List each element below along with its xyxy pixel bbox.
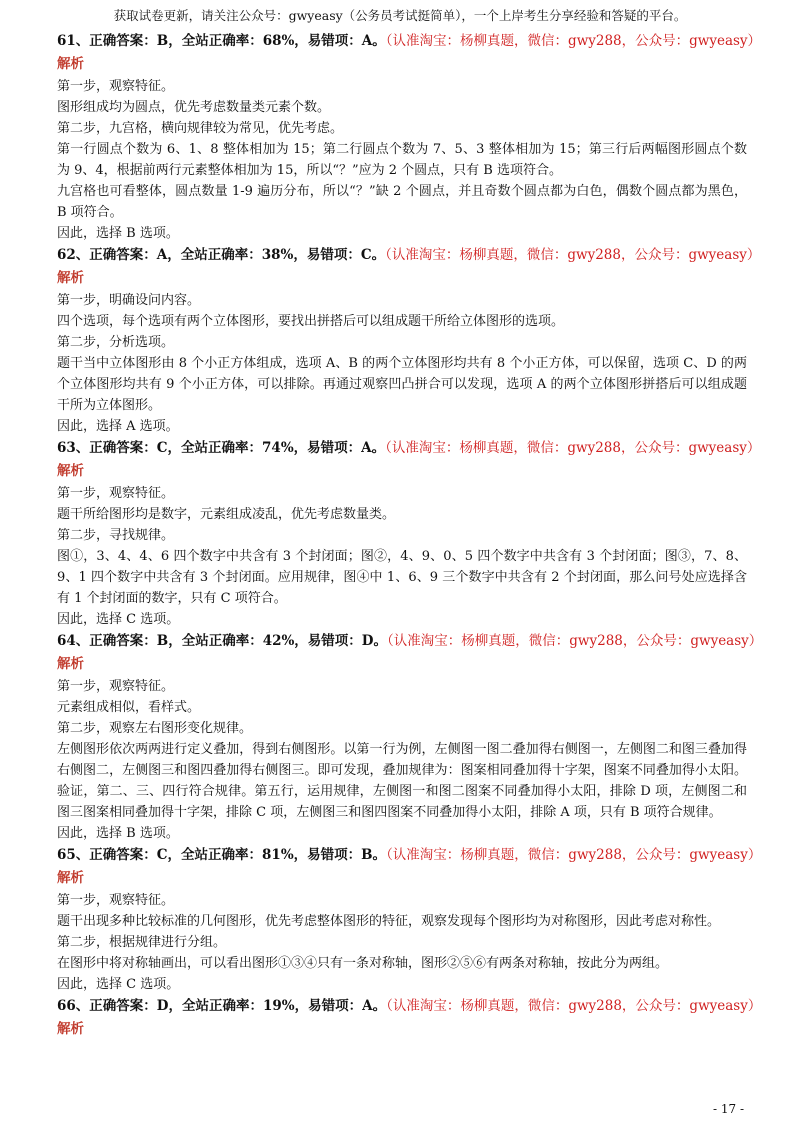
analysis-line: 因此，选择 B 选项。 — [57, 226, 179, 241]
answer-summary: 64、正确答案：B，全站正确率：42%，易错项：D。 — [57, 633, 388, 649]
page-number: - 17 - — [712, 1102, 744, 1116]
source-note: （认准淘宝：杨柳真题，微信：gwy288，公众号：gwyeasy） — [385, 33, 762, 49]
answer-summary: 63、正确答案：C，全站正确率：74%，易错项：A。 — [57, 440, 386, 456]
analysis-line: 第二步，根据规律进行分组。 — [57, 935, 227, 950]
answer-summary: 65、正确答案：C，全站正确率：81%，易错项：B。 — [57, 847, 387, 863]
analysis-line: 在图形中将对称轴画出，可以看出图形①③④只有一条对称轴，图形②⑤⑥有两条对称轴，按此分为两组。 — [57, 956, 669, 971]
analysis-line: 九宫格也可看整体，圆点数量 1-9 遍历分布，所以“？”缺 2 个圆点，并且奇数个圆点都为白色，偶数个圆点都为黑色，B 项符合。 — [57, 184, 747, 220]
analysis-line: 题干当中立体图形由 8 个小正方体组成，选项 A、B 的两个立体图形均共有 8 个小正方体，可以保留，选项 C、D 的两个立体图形均共有 9 个小正方体，可以排除。再通过观察凹凸拼合可以发现，选项 A 的两个立体图形拼搭后可以组成题干所为立体图形。 — [57, 356, 747, 413]
analysis-line: 第一步，观察特征。 — [57, 679, 175, 694]
analysis-line: 图①，3、4、4、6 四个数字中共含有 3 个封闭面；图②，4、9、0、5 四个数字中共含有 3 个封闭面；图③，7、8、9、1 四个数字中共含有 3 个封闭面。应用规律，图④中 1、6、9 三个数字中共含有 2 个封闭面，那么问号处应选择含有 1 个封闭面的数字，只有 C 项符合。 — [57, 549, 747, 606]
source-note: （认准淘宝：杨柳真题，微信：gwy288，公众号：gwyeasy） — [386, 998, 762, 1014]
analysis-line: 元素组成相似，看样式。 — [57, 700, 201, 715]
answer-summary: 66、正确答案：D，全站正确率：19%，易错项：A。 — [57, 998, 387, 1014]
analysis-label: 解析 — [57, 1021, 84, 1037]
source-note: （认准淘宝：杨柳真题，微信：gwy288，公众号：gwyeasy） — [385, 247, 761, 263]
analysis-line: 因此，选择 C 选项。 — [57, 612, 180, 627]
answer-summary: 62、正确答案：A，全站正确率：38%，易错项：C。 — [57, 247, 386, 263]
analysis-label: 解析 — [57, 463, 84, 479]
analysis-line: 因此，选择 C 选项。 — [57, 977, 180, 992]
question-66 — [57, 995, 762, 1041]
analysis-line: 第一步，观察特征。 — [57, 79, 175, 94]
analysis-line: 因此，选择 A 选项。 — [57, 419, 179, 434]
analysis-line: 第二步，分析选项。 — [57, 335, 175, 350]
source-note: （认准淘宝：杨柳真题，微信：gwy288，公众号：gwyeasy） — [386, 847, 762, 863]
analysis-label: 解析 — [57, 870, 84, 886]
analysis-label: 解析 — [57, 56, 84, 72]
analysis-line: 第一行圆点个数为 6、1、8 整体相加为 15；第二行圆点个数为 7、5、3 整体相加为 15；第三行后两幅图形圆点个数为 9、4，根据前两行元素整体相加为 15，所以“？”应为 2 个圆点，只有 B 选项符合。 — [57, 142, 747, 178]
answer-explanations — [57, 30, 763, 1041]
analysis-line: 题干出现多种比较标准的几何图形，优先考虑整体图形的特征，观察发现每个图形均为对称图形，因此考虑对称性。 — [57, 914, 721, 929]
analysis-line: 因此，选择 B 选项。 — [57, 826, 179, 841]
analysis-line: 第二步，观察左右图形变化规律。 — [57, 721, 253, 736]
page-header: 获取试卷更新，请关注公众号：gwyeasy（公务员考试挺简单），一个上岸考生分享经验和答疑的平台。 — [113, 8, 687, 23]
analysis-line: 左侧图形依次两两进行定义叠加，得到右侧图形。以第一行为例，左侧图一图二叠加得右侧图一，左侧图二和图三叠加得右侧图二，左侧图三和图四叠加得右侧图三。即可发现，叠加规律为：图案相同叠加得十字架，图案不同叠加得小太阳。验证，第二、三、四行符合规律。第五行，运用规律，左侧图一和图二图案不同叠加得小太阳，排除 D 项，左侧图二和图三图案相同叠加得十字架，排除 C 项，左侧图三和图四图案不同叠加得小太阳，排除 A 项，只有 B 项符合规律。 — [57, 742, 747, 820]
analysis-line: 图形组成均为圆点，优先考虑数量类元素个数。 — [57, 100, 331, 115]
question-61 — [57, 30, 762, 244]
question-63 — [57, 437, 761, 630]
analysis-label: 解析 — [57, 270, 84, 286]
question-64 — [57, 630, 763, 844]
analysis-line: 题干所给图形均是数字，元素组成凌乱，优先考虑数量类。 — [57, 507, 396, 522]
analysis-line: 第一步，观察特征。 — [57, 893, 175, 908]
question-65 — [57, 844, 762, 995]
source-note: （认准淘宝：杨柳真题，微信：gwy288，公众号：gwyeasy） — [385, 440, 761, 456]
analysis-line: 第二步，寻找规律。 — [57, 528, 175, 543]
question-62 — [57, 244, 761, 437]
analysis-line: 第二步，九宫格，横向规律较为常见，优先考虑。 — [57, 121, 344, 136]
analysis-line: 四个选项，每个选项有两个立体图形，要找出拼搭后可以组成题干所给立体图形的选项。 — [57, 314, 565, 329]
answer-summary: 61、正确答案：B，全站正确率：68%，易错项：A。 — [57, 33, 386, 49]
source-note: （认准淘宝：杨柳真题，微信：gwy288，公众号：gwyeasy） — [387, 633, 763, 649]
analysis-label: 解析 — [57, 656, 84, 672]
analysis-line: 第一步，观察特征。 — [57, 486, 175, 501]
analysis-line: 第一步，明确设问内容。 — [57, 293, 201, 308]
